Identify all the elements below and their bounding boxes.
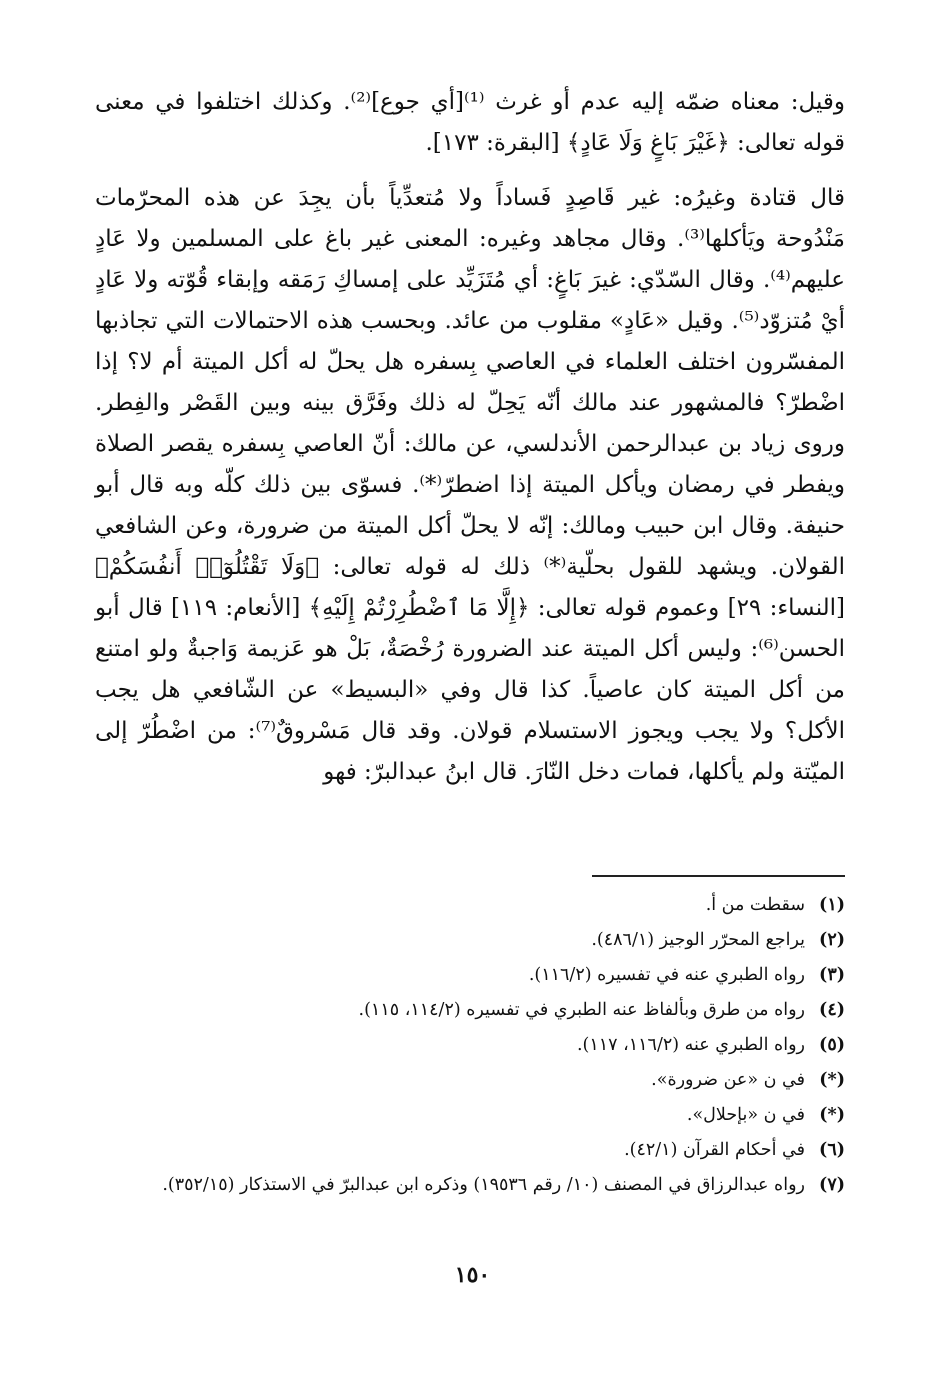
footnote-text: رواه من طرق وبألفاظ عنه الطبري في تفسيره (١١٤/٢، ١١٥).: [358, 1000, 805, 1020]
footnote-text: في ن «بإحلال».: [686, 1105, 805, 1125]
footnote-number: (٦): [819, 1140, 845, 1160]
footnote-number: (*): [819, 1105, 845, 1125]
footnote-text: رواه عبدالرزاق في المصنف (١٠/ رقم ١٩٥٣٦) وذكره ابن عبدالبرّ في الاستذكار (٣٥٢/١٥).: [162, 1175, 805, 1195]
footnote: [95, 923, 845, 958]
footnote-number: (٣): [819, 965, 845, 985]
footnote-text: رواه الطبري عنه (١١٦/٢، ١١٧).: [576, 1035, 805, 1055]
paragraph: وقيل: معناه ضمّه إليه عدم أو غرث ⁽¹⁾[أي جوع]⁽²⁾. وكذلك اختلفوا في معنى قوله تعالى: ﴿غَيْرَ بَاغٍ وَلَا عَادٍ﴾ [البقرة: ١٧٣].: [95, 89, 845, 156]
footnote: [95, 1168, 845, 1203]
footnote: [95, 1063, 845, 1098]
footnote-text: سقطت من أ.: [705, 895, 805, 915]
paragraph: قال قتادة وغيرُه: غير قَاصِدٍ فَساداً ولا مُتعدِّياً بأن يجِدَ عن هذه المحرّمات مَنْدُوحة ويَأكلها⁽³⁾. وقال مجاهد وغيره: المعنى غير باغ على المسلمين ولا عَادٍ عليهم⁽⁴⁾. وقال السّدّي: غيرَ بَاغٍ: أي مُتَزَيِّد على إمساكِ رَمَقه وإبقاء قُوّته ولا عَادٍ أيْ مُتزوّد⁽⁵⁾. وقيل «عَادٍ» مقلوب من عائد. وبحسب هذه الاحتمالات التي تجاذبها المفسّرون اختلف العلماء في العاصي بِسفره هل يحلّ له أكل الميتة أم لا؟ إذا اضْطرّ؟ فالمشهور عند مالك أنّه يَحِلّ له ذلك وفَرَّق بينه وبين القَصْر والفِطر. وروى زياد بن عبدالرحمن الأندلسي، عن مالك: أنّ العاصي بِسفره يقصر الصلاة ويفطر في رمضان ويأكل الميتة إذا اضطرّ⁽*⁾. فسوّى بين ذلك كلّه وبه قال أبو حنيفة. وقال ابن حبيب ومالك: إنّه لا يحلّ أكل الميتة من ضرورة، وعن الشافعي القولان. ويشهد للقول بحلّية⁽*⁾ ذلك له قوله تعالى: ﴿وَلَا تَقْتُلُوٓا۟ أَنفُسَكُمْ﴾ [النساء: ٢٩] وعموم قوله تعالى: ﴿إِلَّا مَا ٱضْطُرِرْتُمْ إِلَيْهِ﴾ [الأنعام: ١١٩] قال أبو الحسن⁽⁶⁾: وليس أكل الميتة عند الضرورة رُخْصَةٌ، بَلْ هو عَزيمة وَاجبةٌ ولو امتنع من أكل الميتة كان عاصياً. كذا قال وفي «البسيط» عن الشّافعي هل يجب الأكل؟ ولا يجب ويجوز الاستسلام قولان. وقد قال مَسْروقٌ⁽⁷⁾: من اضْطُرّ إلى الميّتة ولم يأكلها، فمات دخل النّارَ. قال ابنُ عبدالبرّ: فهو: [95, 185, 846, 785]
footnote: [95, 1133, 845, 1168]
main-text: [95, 82, 845, 793]
footnote-text: رواه الطبري عنه في تفسيره (١١٦/٢).: [528, 965, 805, 985]
footnote-number: (٥): [819, 1035, 845, 1055]
footnote: [95, 1098, 845, 1133]
footnote: [95, 1028, 845, 1063]
page-number: ١٥٠: [454, 1262, 491, 1288]
footnote: [95, 993, 845, 1028]
footnote-number: (٧): [819, 1175, 845, 1195]
footnote-divider: [592, 875, 845, 877]
footnote-text: يراجع المحرّر الوجيز (٤٨٦/١).: [591, 930, 805, 950]
footnote-number: (٢): [819, 930, 845, 950]
footnotes-list: [95, 888, 845, 1203]
footnote: [95, 888, 845, 923]
footnote-number: (٤): [819, 1000, 845, 1020]
footnote-number: (١): [819, 895, 845, 915]
footnote: [95, 958, 845, 993]
footnote-text: في أحكام القرآن (٤٢/١).: [624, 1140, 805, 1160]
footnote-text: في ن «عن ضرورة».: [651, 1070, 805, 1090]
footnote-number: (*): [819, 1070, 845, 1090]
